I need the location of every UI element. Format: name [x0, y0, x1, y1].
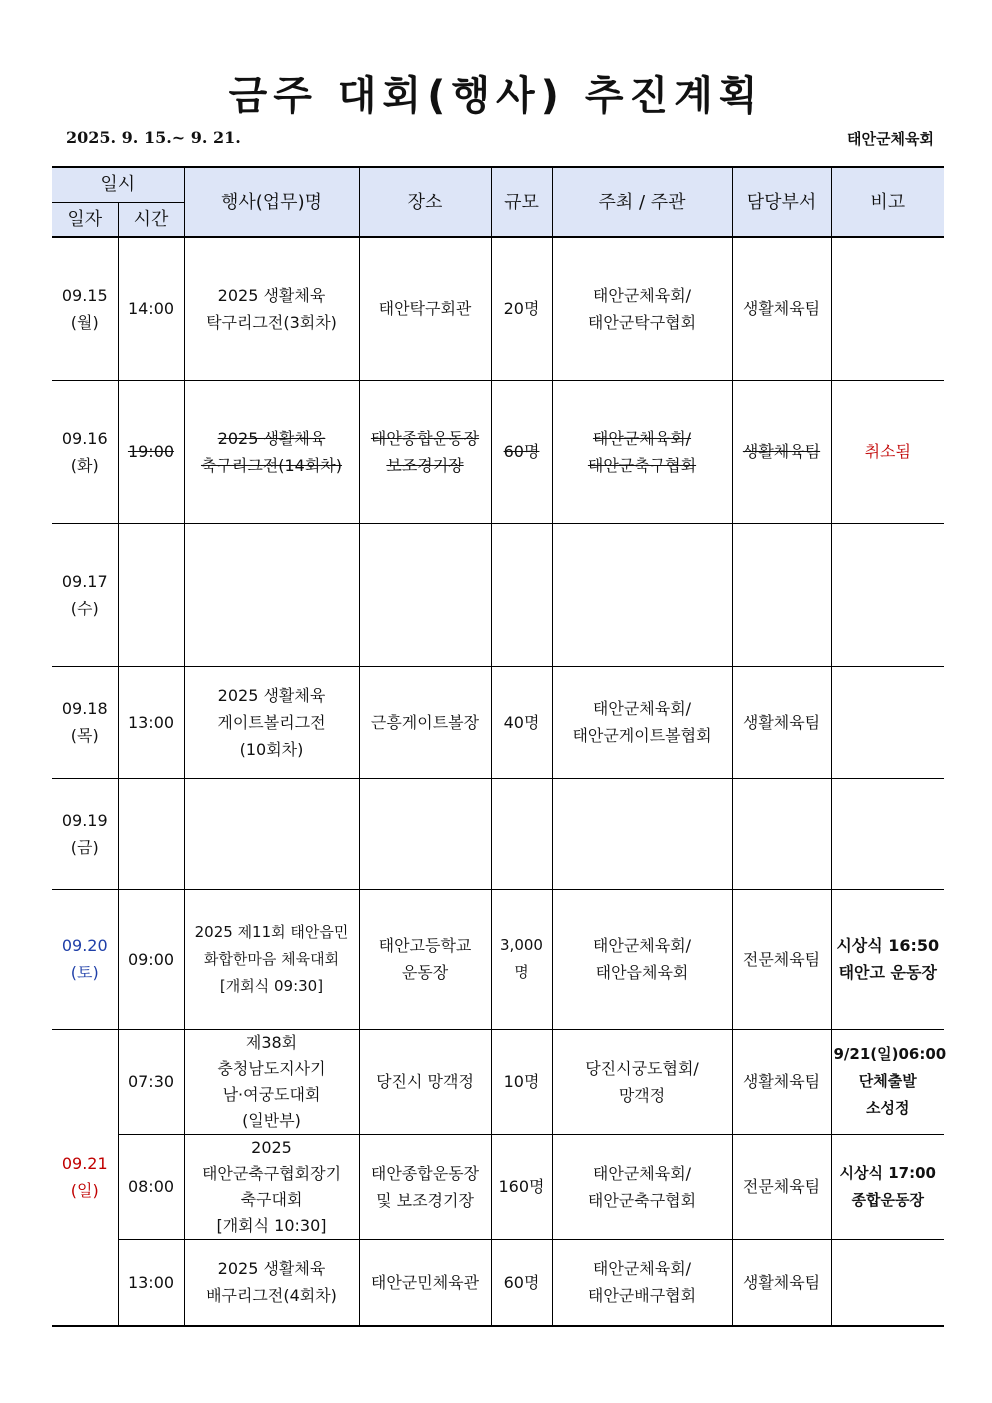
- page-title: 금주 대회(행사) 추진계획: [228, 73, 764, 119]
- dept-cell: 생활체육팀: [732, 237, 831, 380]
- time-cell: 08:00: [118, 1134, 184, 1239]
- date-cell: 09.19 (금): [52, 778, 118, 889]
- header-dept: 담당부서: [732, 167, 831, 237]
- host-cell: 태안군체육회/ 태안군축구협회: [552, 1134, 732, 1239]
- dept-cell: 생활체육팀: [732, 380, 831, 523]
- dept-cell: 전문체육팀: [732, 889, 831, 1029]
- note-cell: [831, 237, 944, 380]
- dept-cell: [732, 523, 831, 666]
- event-cell: 제38회 충청남도지사기 남·여궁도대회 (일반부): [184, 1029, 359, 1134]
- dept-cell: 생활체육팀: [732, 1029, 831, 1134]
- date-cell: 09.17 (수): [52, 523, 118, 666]
- venue-cell: [359, 778, 491, 889]
- scale-cell: 3,000명: [491, 889, 552, 1029]
- scale-cell: 60명: [491, 380, 552, 523]
- period-range: 2025. 9. 15.~ 9. 21.: [66, 128, 241, 147]
- header-note: 비고: [831, 167, 944, 237]
- note-cell: [831, 1239, 944, 1326]
- venue-cell: 태안종합운동장 및 보조경기장: [359, 1134, 491, 1239]
- table-row: [52, 1134, 944, 1239]
- time-cell: [118, 778, 184, 889]
- table-row: [52, 1029, 944, 1134]
- time-cell: 19:00: [118, 380, 184, 523]
- time-cell: [118, 523, 184, 666]
- header-datetime: 일시: [52, 167, 184, 202]
- scale-cell: 160명: [491, 1134, 552, 1239]
- note-cell: 시상식 17:00 종합운동장: [831, 1134, 944, 1239]
- time-cell: 13:00: [118, 666, 184, 778]
- time-cell: 09:00: [118, 889, 184, 1029]
- date-cell: 09.21 (일): [52, 1029, 118, 1326]
- note-cell: [831, 666, 944, 778]
- header-time: 시간: [118, 202, 184, 237]
- scale-cell: 10명: [491, 1029, 552, 1134]
- scale-cell: [491, 523, 552, 666]
- host-cell: 당진시궁도협회/ 망객정: [552, 1029, 732, 1134]
- event-cell: 2025 생활체육 배구리그전(4회차): [184, 1239, 359, 1326]
- header-venue: 장소: [359, 167, 491, 237]
- header-date: 일자: [52, 202, 118, 237]
- organization-name: 태안군체육회: [847, 130, 934, 148]
- host-cell: 태안군체육회/ 태안읍체육회: [552, 889, 732, 1029]
- time-cell: 14:00: [118, 237, 184, 380]
- event-cell: 2025 생활체육 축구리그전(14회차): [184, 380, 359, 523]
- host-cell: [552, 523, 732, 666]
- event-cell: [184, 523, 359, 666]
- venue-cell: 근흥게이트볼장: [359, 666, 491, 778]
- table-row: [52, 237, 944, 380]
- table-row: [52, 666, 944, 778]
- table-row: [52, 1239, 944, 1326]
- event-cell: [184, 778, 359, 889]
- note-cell: 9/21(일)06:00 단체출발 소성정: [831, 1029, 944, 1134]
- date-cell: 09.15 (월): [52, 237, 118, 380]
- dept-cell: 생활체육팀: [732, 1239, 831, 1326]
- venue-cell: 태안종합운동장 보조경기장: [359, 380, 491, 523]
- header-host: 주최 / 주관: [552, 167, 732, 237]
- date-cell: 09.20 (토): [52, 889, 118, 1029]
- host-cell: 태안군체육회/ 태안군탁구협회: [552, 237, 732, 380]
- note-cell: [831, 778, 944, 889]
- table-row: [52, 889, 944, 1029]
- date-cell: 09.16 (화): [52, 380, 118, 523]
- table-row: [52, 778, 944, 889]
- event-cell: 2025 태안군축구협회장기 축구대회 [개회식 10:30]: [184, 1134, 359, 1239]
- venue-cell: 태안군민체육관: [359, 1239, 491, 1326]
- event-cell: 2025 생활체육 게이트볼리그전 (10회차): [184, 666, 359, 778]
- cancelled-badge: 취소됨: [831, 380, 944, 523]
- note-cell: 시상식 16:50 태안고 운동장: [831, 889, 944, 1029]
- header-event: 행사(업무)명: [184, 167, 359, 237]
- host-cell: 태안군체육회/ 태안군게이트볼협회: [552, 666, 732, 778]
- scale-cell: 40명: [491, 666, 552, 778]
- date-cell: 09.18 (목): [52, 666, 118, 778]
- event-cell: 2025 생활체육 탁구리그전(3회차): [184, 237, 359, 380]
- venue-cell: 당진시 망객정: [359, 1029, 491, 1134]
- table-row: [52, 523, 944, 666]
- note-cell: [831, 523, 944, 666]
- dept-cell: 전문체육팀: [732, 1134, 831, 1239]
- dept-cell: 생활체육팀: [732, 666, 831, 778]
- time-cell: 07:30: [118, 1029, 184, 1134]
- event-cell: 2025 제11회 태안읍민 화합한마음 체육대회 [개회식 09:30]: [184, 889, 359, 1029]
- host-cell: 태안군체육회/ 태안군배구협회: [552, 1239, 732, 1326]
- table-row: [52, 380, 944, 523]
- scale-cell: [491, 778, 552, 889]
- dept-cell: [732, 778, 831, 889]
- host-cell: 태안군체육회/ 태안군축구협회: [552, 380, 732, 523]
- schedule-table: [52, 166, 947, 1327]
- venue-cell: [359, 523, 491, 666]
- time-cell: 13:00: [118, 1239, 184, 1326]
- venue-cell: 태안탁구회관: [359, 237, 491, 380]
- scale-cell: 60명: [491, 1239, 552, 1326]
- venue-cell: 태안고등학교 운동장: [359, 889, 491, 1029]
- header-scale: 규모: [491, 167, 552, 237]
- scale-cell: 20명: [491, 237, 552, 380]
- host-cell: [552, 778, 732, 889]
